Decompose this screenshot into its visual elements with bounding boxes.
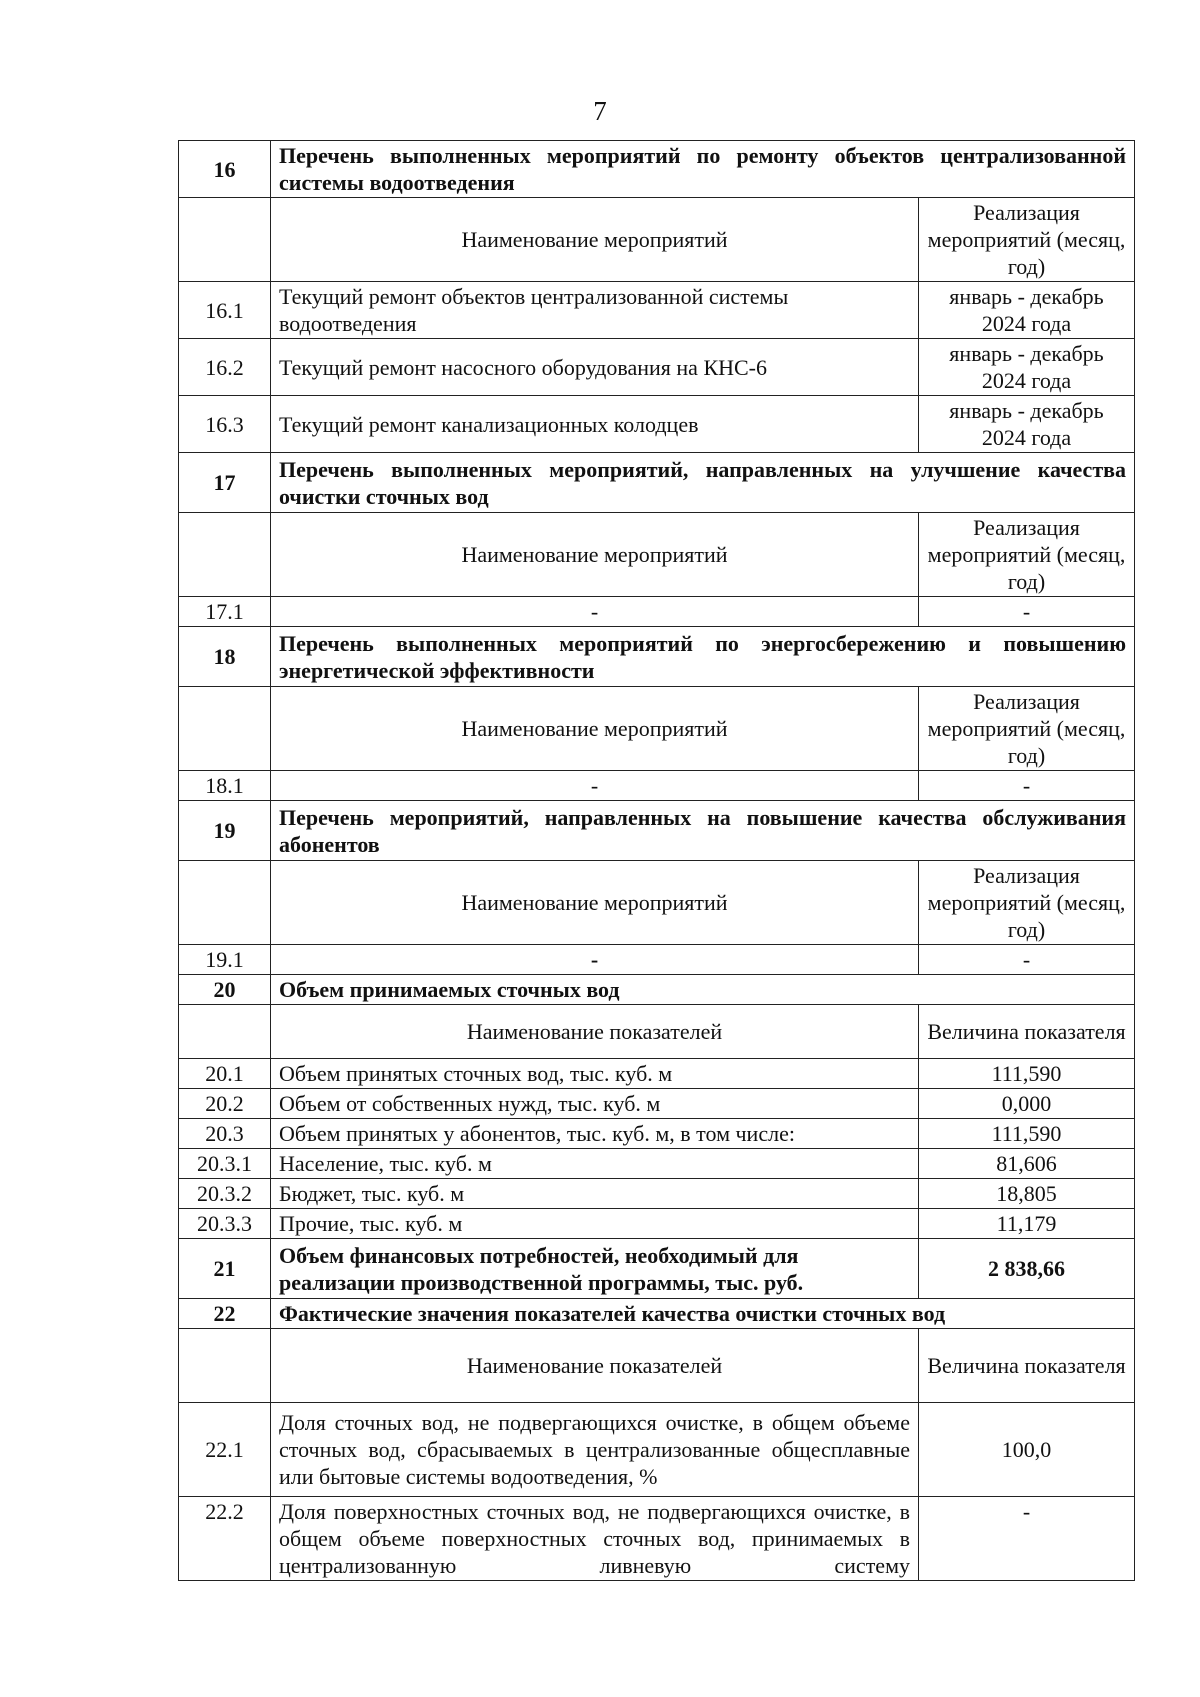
column-header-row	[179, 687, 1135, 771]
row-name: Объем принятых сточных вод, тыс. куб. м	[271, 1059, 919, 1089]
row-number: 20.3.1	[179, 1149, 271, 1179]
section-number: 17	[179, 453, 271, 513]
column-header-value: Величина показателя	[919, 1329, 1135, 1403]
column-header-value: Величина показателя	[919, 1005, 1135, 1059]
column-header-row	[179, 198, 1135, 282]
row-value: 18,805	[919, 1179, 1135, 1209]
row-name: -	[271, 597, 919, 627]
table-row	[179, 771, 1135, 801]
report-table	[178, 140, 1135, 1581]
row-number: 20.3.2	[179, 1179, 271, 1209]
row-name: Население, тыс. куб. м	[271, 1149, 919, 1179]
row-number: 16.2	[179, 339, 271, 396]
row-number: 20.1	[179, 1059, 271, 1089]
row-name: Объем принятых у абонентов, тыс. куб. м, в том числе:	[271, 1119, 919, 1149]
row-number: 19.1	[179, 945, 271, 975]
row-value: -	[919, 771, 1135, 801]
table-row	[179, 1209, 1135, 1239]
column-header-value: Реализация мероприятий (месяц, год)	[919, 861, 1135, 945]
section-21-row	[179, 1239, 1135, 1299]
table-row	[179, 597, 1135, 627]
empty-cell	[179, 687, 271, 771]
section-title: Объем принимаемых сточных вод	[271, 975, 1135, 1005]
section-title: Перечень мероприятий, направленных на повышение качества обслуживания абонентов	[271, 801, 1135, 861]
section-20-header	[179, 975, 1135, 1005]
column-header-name: Наименование показателей	[271, 1329, 919, 1403]
column-header-name: Наименование показателей	[271, 1005, 919, 1059]
column-header-row	[179, 513, 1135, 597]
section-number: 21	[179, 1239, 271, 1299]
row-name: Объем от собственных нужд, тыс. куб. м	[271, 1089, 919, 1119]
section-18-header	[179, 627, 1135, 687]
row-number: 22.2	[179, 1497, 271, 1581]
column-header-row	[179, 1329, 1135, 1403]
section-number: 22	[179, 1299, 271, 1329]
row-name: -	[271, 771, 919, 801]
column-header-name: Наименование мероприятий	[271, 687, 919, 771]
empty-cell	[179, 1329, 271, 1403]
row-value: 100,0	[919, 1403, 1135, 1497]
empty-cell	[179, 1005, 271, 1059]
row-value: 81,606	[919, 1149, 1135, 1179]
page-number: 7	[593, 96, 607, 126]
table-row	[179, 1059, 1135, 1089]
row-number: 22.1	[179, 1403, 271, 1497]
row-number: 16.1	[179, 282, 271, 339]
row-number: 20.3	[179, 1119, 271, 1149]
row-number: 16.3	[179, 396, 271, 453]
row-value: январь - декабрь 2024 года	[919, 396, 1135, 453]
row-name: Прочие, тыс. куб. м	[271, 1209, 919, 1239]
row-number: 20.2	[179, 1089, 271, 1119]
empty-cell	[179, 861, 271, 945]
section-title: Перечень выполненных мероприятий по ремонту объектов централизованной системы водоотведения	[271, 141, 1135, 198]
column-header-row	[179, 1005, 1135, 1059]
table-row	[179, 1403, 1135, 1497]
column-header-name: Наименование мероприятий	[271, 513, 919, 597]
section-number: 18	[179, 627, 271, 687]
column-header-value: Реализация мероприятий (месяц, год)	[919, 198, 1135, 282]
empty-cell	[179, 198, 271, 282]
row-name: Текущий ремонт насосного оборудования на КНС-6	[271, 339, 919, 396]
row-value: -	[919, 945, 1135, 975]
section-number: 19	[179, 801, 271, 861]
row-name: -	[271, 945, 919, 975]
column-header-value: Реализация мероприятий (месяц, год)	[919, 513, 1135, 597]
row-value: 111,590	[919, 1119, 1135, 1149]
row-name: Доля сточных вод, не подвергающихся очистке, в общем объеме сточных вод, сбрасываемых в централизованные общесплавные или бытовые системы водоотведения, %	[271, 1403, 919, 1497]
empty-cell	[179, 513, 271, 597]
table-row	[179, 1179, 1135, 1209]
table-row	[179, 1497, 1135, 1581]
row-name: Текущий ремонт объектов централизованной системы водоотведения	[271, 282, 919, 339]
column-header-name: Наименование мероприятий	[271, 198, 919, 282]
table-row	[179, 1119, 1135, 1149]
table-row	[179, 1089, 1135, 1119]
row-value: 111,590	[919, 1059, 1135, 1089]
row-value: январь - декабрь 2024 года	[919, 339, 1135, 396]
section-title: Фактические значения показателей качества очистки сточных вод	[271, 1299, 1135, 1329]
column-header-value: Реализация мероприятий (месяц, год)	[919, 687, 1135, 771]
section-number: 20	[179, 975, 271, 1005]
row-name: Бюджет, тыс. куб. м	[271, 1179, 919, 1209]
section-title: Перечень выполненных мероприятий по энергосбережению и повышению энергетической эффективности	[271, 627, 1135, 687]
table-row	[179, 396, 1135, 453]
row-name: Текущий ремонт канализационных колодцев	[271, 396, 919, 453]
column-header-name: Наименование мероприятий	[271, 861, 919, 945]
section-19-header	[179, 801, 1135, 861]
row-value: 11,179	[919, 1209, 1135, 1239]
table-row	[179, 945, 1135, 975]
row-value: 2 838,66	[919, 1239, 1135, 1299]
section-17-header	[179, 453, 1135, 513]
section-16-header	[179, 141, 1135, 198]
section-number: 16	[179, 141, 271, 198]
row-value: январь - декабрь 2024 года	[919, 282, 1135, 339]
row-value: -	[919, 597, 1135, 627]
row-value: -	[919, 1497, 1135, 1581]
section-title: Объем финансовых потребностей, необходимый для реализации производственной программы, тыс. руб.	[271, 1239, 919, 1299]
row-number: 18.1	[179, 771, 271, 801]
row-value: 0,000	[919, 1089, 1135, 1119]
table-row	[179, 339, 1135, 396]
column-header-row	[179, 861, 1135, 945]
table-row	[179, 282, 1135, 339]
section-22-header	[179, 1299, 1135, 1329]
section-title: Перечень выполненных мероприятий, направленных на улучшение качества очистки сточных вод	[271, 453, 1135, 513]
row-name: Доля поверхностных сточных вод, не подвергающихся очистке, в общем объеме поверхностных сточных вод, принимаемых в централизованную ливневую систему	[271, 1497, 919, 1581]
table-row	[179, 1149, 1135, 1179]
row-number: 20.3.3	[179, 1209, 271, 1239]
row-number: 17.1	[179, 597, 271, 627]
